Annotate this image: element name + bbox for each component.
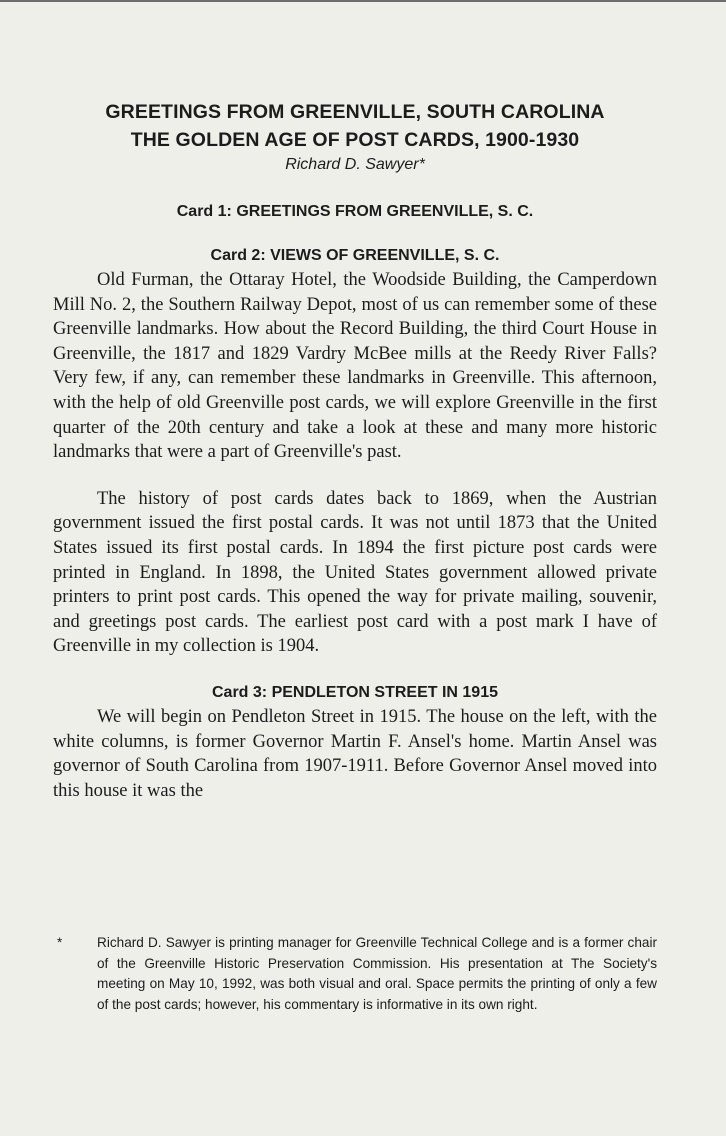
card-2-paragraph-2: The history of post cards dates back to 1869, when the Austrian government issued the first postal cards. It was not until 1873 that the United States issued its first postal cards. In 1894 the first picture post cards were printed in England. In 1898, the United States government allowed private printers to print post cards. This opened the way for private mailing, souvenir, and greetings post cards. The earliest post card with a post mark I have of Greenville in my collection is 1904.: [53, 488, 657, 657]
title-line-1: GREETINGS FROM GREENVILLE, SOUTH CAROLINA: [105, 101, 605, 123]
card-2-heading: Card 2: VIEWS OF GREENVILLE, S. C.: [210, 247, 500, 264]
article: [53, 98, 657, 803]
footnote-mark: *: [57, 935, 63, 950]
card-2-paragraph-1: Old Furman, the Ottaray Hotel, the Woodside Building, the Camperdown Mill No. 2, the Southern Railway Depot, most of us can remember some of these Greenville landmarks. How about the Record Building, the third Court House in Greenville, the 1817 and 1829 Vardry McBee mills at the Reedy River Falls? Very few, if any, can remember these landmarks in Greenville. This afternoon, with the help of old Greenville post cards, we will explore Greenville in the first quarter of the 20th century and take a look at these and many more historic landmarks that were a part of Greenville's past.: [53, 270, 657, 463]
footnote-text: Richard D. Sawyer is printing manager for Greenville Technical College and is a former chair of the Greenville Historic Preservation Commission. His presentation at The Society's meeting on May 10, 1992, was both visual and oral. Space permits the printing of only a few of the post cards; however, his commentary is informative in its own right.: [97, 935, 657, 1012]
card-3-paragraph-1: We will begin on Pendleton Street in 1915. The house on the left, with the white columns, is former Governor Martin F. Ansel's home. Martin Ansel was governor of South Carolina from 1907-1911. Before Governor Ansel moved into this house it was the: [53, 706, 657, 801]
title-line-2: THE GOLDEN AGE OF POST CARDS, 1900-1930: [130, 129, 580, 151]
card-3-heading: Card 3: PENDLETON STREET IN 1915: [212, 683, 498, 701]
card-1-heading: Card 1: GREETINGS FROM GREENVILLE, S. C.: [176, 203, 534, 220]
footnote: [53, 933, 657, 1015]
top-rule: [0, 0, 726, 2]
author-byline: Richard D. Sawyer*: [285, 156, 425, 173]
